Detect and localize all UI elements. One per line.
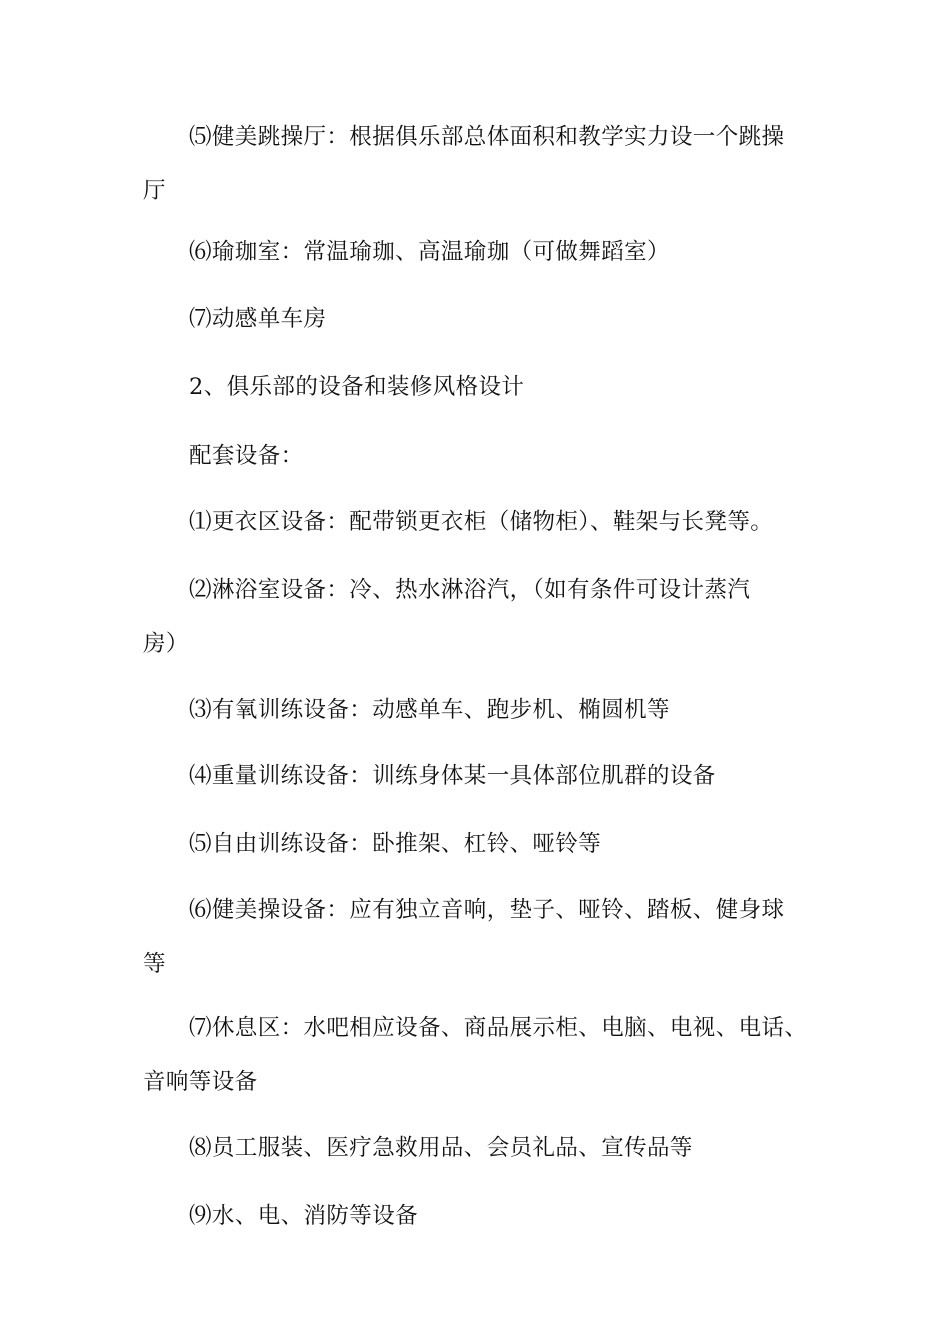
paragraph-line: ⑸自由训练设备：卧推架、杠铃、哑铃等	[189, 831, 602, 857]
paragraph-weight-equipment	[143, 742, 823, 810]
paragraph-yoga-room	[143, 218, 823, 286]
paragraph-line: ⑺休息区：水吧相应设备、商品展示柜、电脑、电视、电话、	[189, 1015, 808, 1041]
paragraph-line: 配套设备：	[189, 443, 304, 469]
paragraph-line: ⑹瑜珈室：常温瑜珈、高温瑜珈（可做舞蹈室）	[189, 239, 670, 265]
paragraph-line: ⑴更衣区设备：配带锁更衣柜（储物柜）、鞋架与长凳等。	[189, 509, 774, 535]
paragraph-line: ⑻员工服装、医疗急救用品、会员礼品、宣传品等	[189, 1135, 693, 1161]
paragraph-line: ⑹健美操设备：应有独立音响，垫子、哑铃、踏板、健身球	[189, 897, 785, 923]
paragraph-spinning-room	[143, 285, 823, 353]
paragraph-free-training-equipment	[143, 810, 823, 878]
paragraph-line: 音响等设备	[143, 1069, 258, 1095]
paragraph-cardio-equipment	[143, 676, 823, 744]
paragraph-locker-equipment	[143, 488, 823, 556]
paragraph-line: 等	[143, 951, 166, 977]
paragraph-staff-supplies	[143, 1114, 823, 1182]
paragraph-lounge-equipment	[143, 994, 823, 1116]
paragraph-line: ⑸健美跳操厅：根据俱乐部总体面积和教学实力设一个跳操	[189, 124, 785, 150]
paragraph-utilities	[143, 1182, 823, 1250]
paragraph-line: 房）	[143, 631, 189, 657]
section-heading	[143, 353, 823, 421]
paragraph-line: ⑶有氧训练设备：动感单车、跑步机、椭圆机等	[189, 697, 670, 723]
paragraph-line: ⑵淋浴室设备：冷、热水淋浴汽，（如有条件可设计蒸汽	[189, 577, 751, 603]
paragraph-line: 厅	[143, 178, 166, 204]
paragraph-aerobics-hall	[143, 103, 823, 225]
paragraph-line: ⑼水、电、消防等设备	[189, 1203, 419, 1229]
paragraph-shower-equipment	[143, 556, 823, 678]
paragraph-line: ⑷重量训练设备：训练身体某一具体部位肌群的设备	[189, 763, 716, 789]
paragraph-line: ⑺动感单车房	[189, 306, 327, 332]
paragraph-equipment-label	[143, 422, 823, 490]
paragraph-line: 2、俱乐部的设备和装修风格设计	[189, 374, 525, 400]
paragraph-aerobics-equipment	[143, 876, 823, 998]
